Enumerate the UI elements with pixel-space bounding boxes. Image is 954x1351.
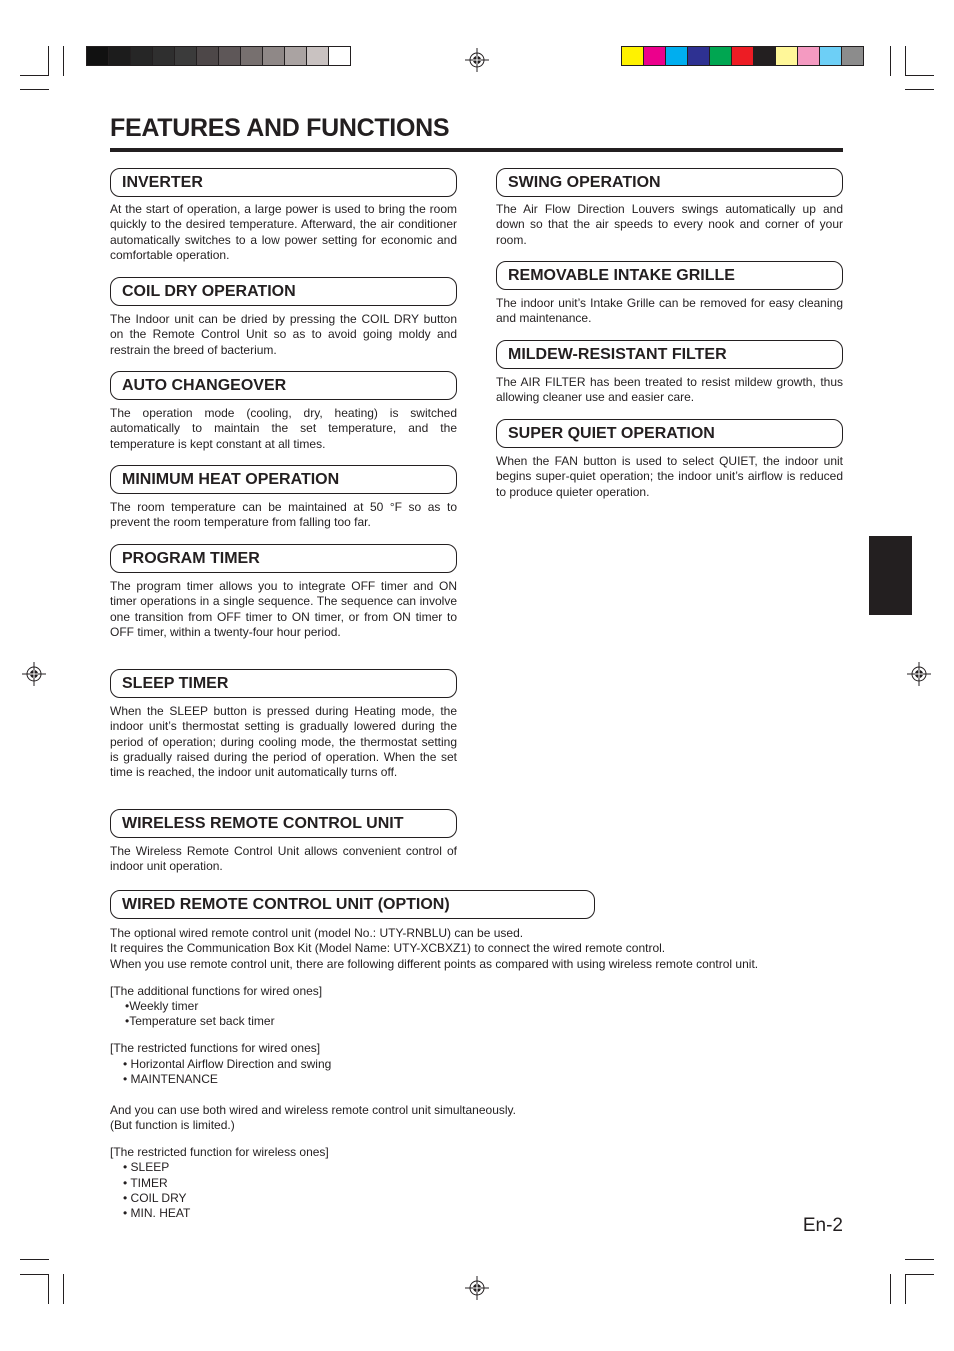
color-swatch <box>219 47 241 65</box>
color-swatch <box>131 47 153 65</box>
list-item: • MAINTENANCE <box>123 1072 218 1086</box>
text-wireless-remote: The Wireless Remote Control Unit allows convenient control of indoor unit operation. <box>110 844 457 874</box>
process-color-bar <box>621 46 864 66</box>
title-rule <box>110 148 843 152</box>
text-inverter: At the start of operation, a large power is used to bring the room quickly to the desired temperature. Afterward, the air conditioner automatically switches to a low power setting for economic and comfortable operation. <box>110 202 457 262</box>
color-swatch <box>710 47 732 65</box>
color-swatch <box>263 47 285 65</box>
page-title: FEATURES AND FUNCTIONS <box>110 114 450 142</box>
color-swatch <box>87 47 109 65</box>
color-swatch <box>109 47 131 65</box>
additional-functions-title: [The additional functions for wired ones] <box>110 984 323 998</box>
gray-color-bar <box>86 46 351 66</box>
color-swatch <box>175 47 197 65</box>
text-program-timer: The program timer allows you to integrate OFF timer and ON timer operations in a single sequence. The sequence can involve one transition from OFF timer to ON timer, or from ON timer to OFF timer, within a twenty-four hour period. <box>110 579 457 639</box>
thumb-index-tab <box>869 536 912 615</box>
heading-intake-grille: REMOVABLE INTAKE GRILLE <box>496 261 843 290</box>
color-swatch <box>285 47 307 65</box>
text-super-quiet: When the FAN button is used to select QUIET, the indoor unit begins super-quiet operation; the indoor unit’s airflow is reduced to produce quieter operation. <box>496 454 843 499</box>
list-item: •Temperature set back timer <box>125 1014 275 1028</box>
heading-wireless-remote: WIRELESS REMOTE CONTROL UNIT <box>110 809 457 838</box>
registration-mark-icon <box>22 662 46 686</box>
list-item: • MIN. HEAT <box>123 1206 191 1220</box>
list-item: •Weekly timer <box>125 999 199 1013</box>
registration-mark-icon <box>465 48 489 72</box>
text-minimum-heat: The room temperature can be maintained at 50 °F so as to prevent the room temperature from falling too far. <box>110 500 457 530</box>
heading-inverter: INVERTER <box>110 168 457 197</box>
list-item: • TIMER <box>123 1176 168 1190</box>
color-swatch <box>666 47 688 65</box>
color-swatch <box>153 47 175 65</box>
text-coil-dry: The Indoor unit can be dried by pressing the COIL DRY button on the Remote Control Unit so as to avoid going moldy and restrain the breed of bacterium. <box>110 312 457 357</box>
text-intake-grille: The indoor unit’s Intake Grille can be removed for easy cleaning and maintenance. <box>496 296 843 326</box>
color-swatch <box>732 47 754 65</box>
both-remote-text: And you can use both wired and wireless remote control unit simultaneously. <box>110 1103 516 1117</box>
color-swatch <box>307 47 329 65</box>
heading-swing: SWING OPERATION <box>496 168 843 197</box>
color-swatch <box>241 47 263 65</box>
list-item: • SLEEP <box>123 1160 170 1174</box>
registration-mark-icon <box>465 1276 489 1300</box>
restricted-wireless-title: [The restricted function for wireless ones] <box>110 1145 329 1159</box>
heading-auto-changeover: AUTO CHANGEOVER <box>110 371 457 400</box>
restricted-wired-title: [The restricted functions for wired ones] <box>110 1041 321 1055</box>
text-auto-changeover: The operation mode (cooling, dry, heating) is switched automatically to maintain the set temperature, and the temperature is kept constant at all times. <box>110 406 457 451</box>
registration-mark-icon <box>907 662 931 686</box>
color-swatch <box>622 47 644 65</box>
color-swatch <box>644 47 666 65</box>
wired-intro-line: The optional wired remote control unit (model No.: UTY-RNBLU) can be used. <box>110 926 524 940</box>
heading-super-quiet: SUPER QUIET OPERATION <box>496 419 843 448</box>
wired-intro-line: It requires the Communication Box Kit (Model Name: UTY-XCBXZ1) to connect the wired remote control. <box>110 941 666 955</box>
color-swatch <box>820 47 842 65</box>
text-mildew-filter: The AIR FILTER has been treated to resist mildew growth, thus allowing cleaner use and easier care. <box>496 375 843 405</box>
both-remote-text: (But function is limited.) <box>110 1118 235 1132</box>
page-number: En-2 <box>802 1215 843 1236</box>
heading-program-timer: PROGRAM TIMER <box>110 544 457 573</box>
color-swatch <box>329 47 350 65</box>
color-swatch <box>688 47 710 65</box>
color-swatch <box>197 47 219 65</box>
color-swatch <box>798 47 820 65</box>
heading-wired-remote: WIRED REMOTE CONTROL UNIT (OPTION) <box>110 890 595 919</box>
text-swing: The Air Flow Direction Louvers swings automatically up and down so that the air speeds to every nook and corner of your room. <box>496 202 843 247</box>
list-item: • Horizontal Airflow Direction and swing <box>123 1057 332 1071</box>
wired-intro-line: When you use remote control unit, there are following different points as compared with using wireless remote control unit. <box>110 957 759 971</box>
heading-coil-dry: COIL DRY OPERATION <box>110 277 457 306</box>
heading-minimum-heat: MINIMUM HEAT OPERATION <box>110 465 457 494</box>
heading-sleep-timer: SLEEP TIMER <box>110 669 457 698</box>
text-sleep-timer: When the SLEEP button is pressed during Heating mode, the indoor unit’s thermostat setting is gradually lowered during the period of operation; during cooling mode, the thermostat setting is gradually raised during the period of operation. When the set time is reached, the indoor unit automatically turns off. <box>110 704 457 780</box>
color-swatch <box>776 47 798 65</box>
color-swatch <box>842 47 863 65</box>
heading-mildew-filter: MILDEW-RESISTANT FILTER <box>496 340 843 369</box>
color-swatch <box>754 47 776 65</box>
list-item: • COIL DRY <box>123 1191 187 1205</box>
